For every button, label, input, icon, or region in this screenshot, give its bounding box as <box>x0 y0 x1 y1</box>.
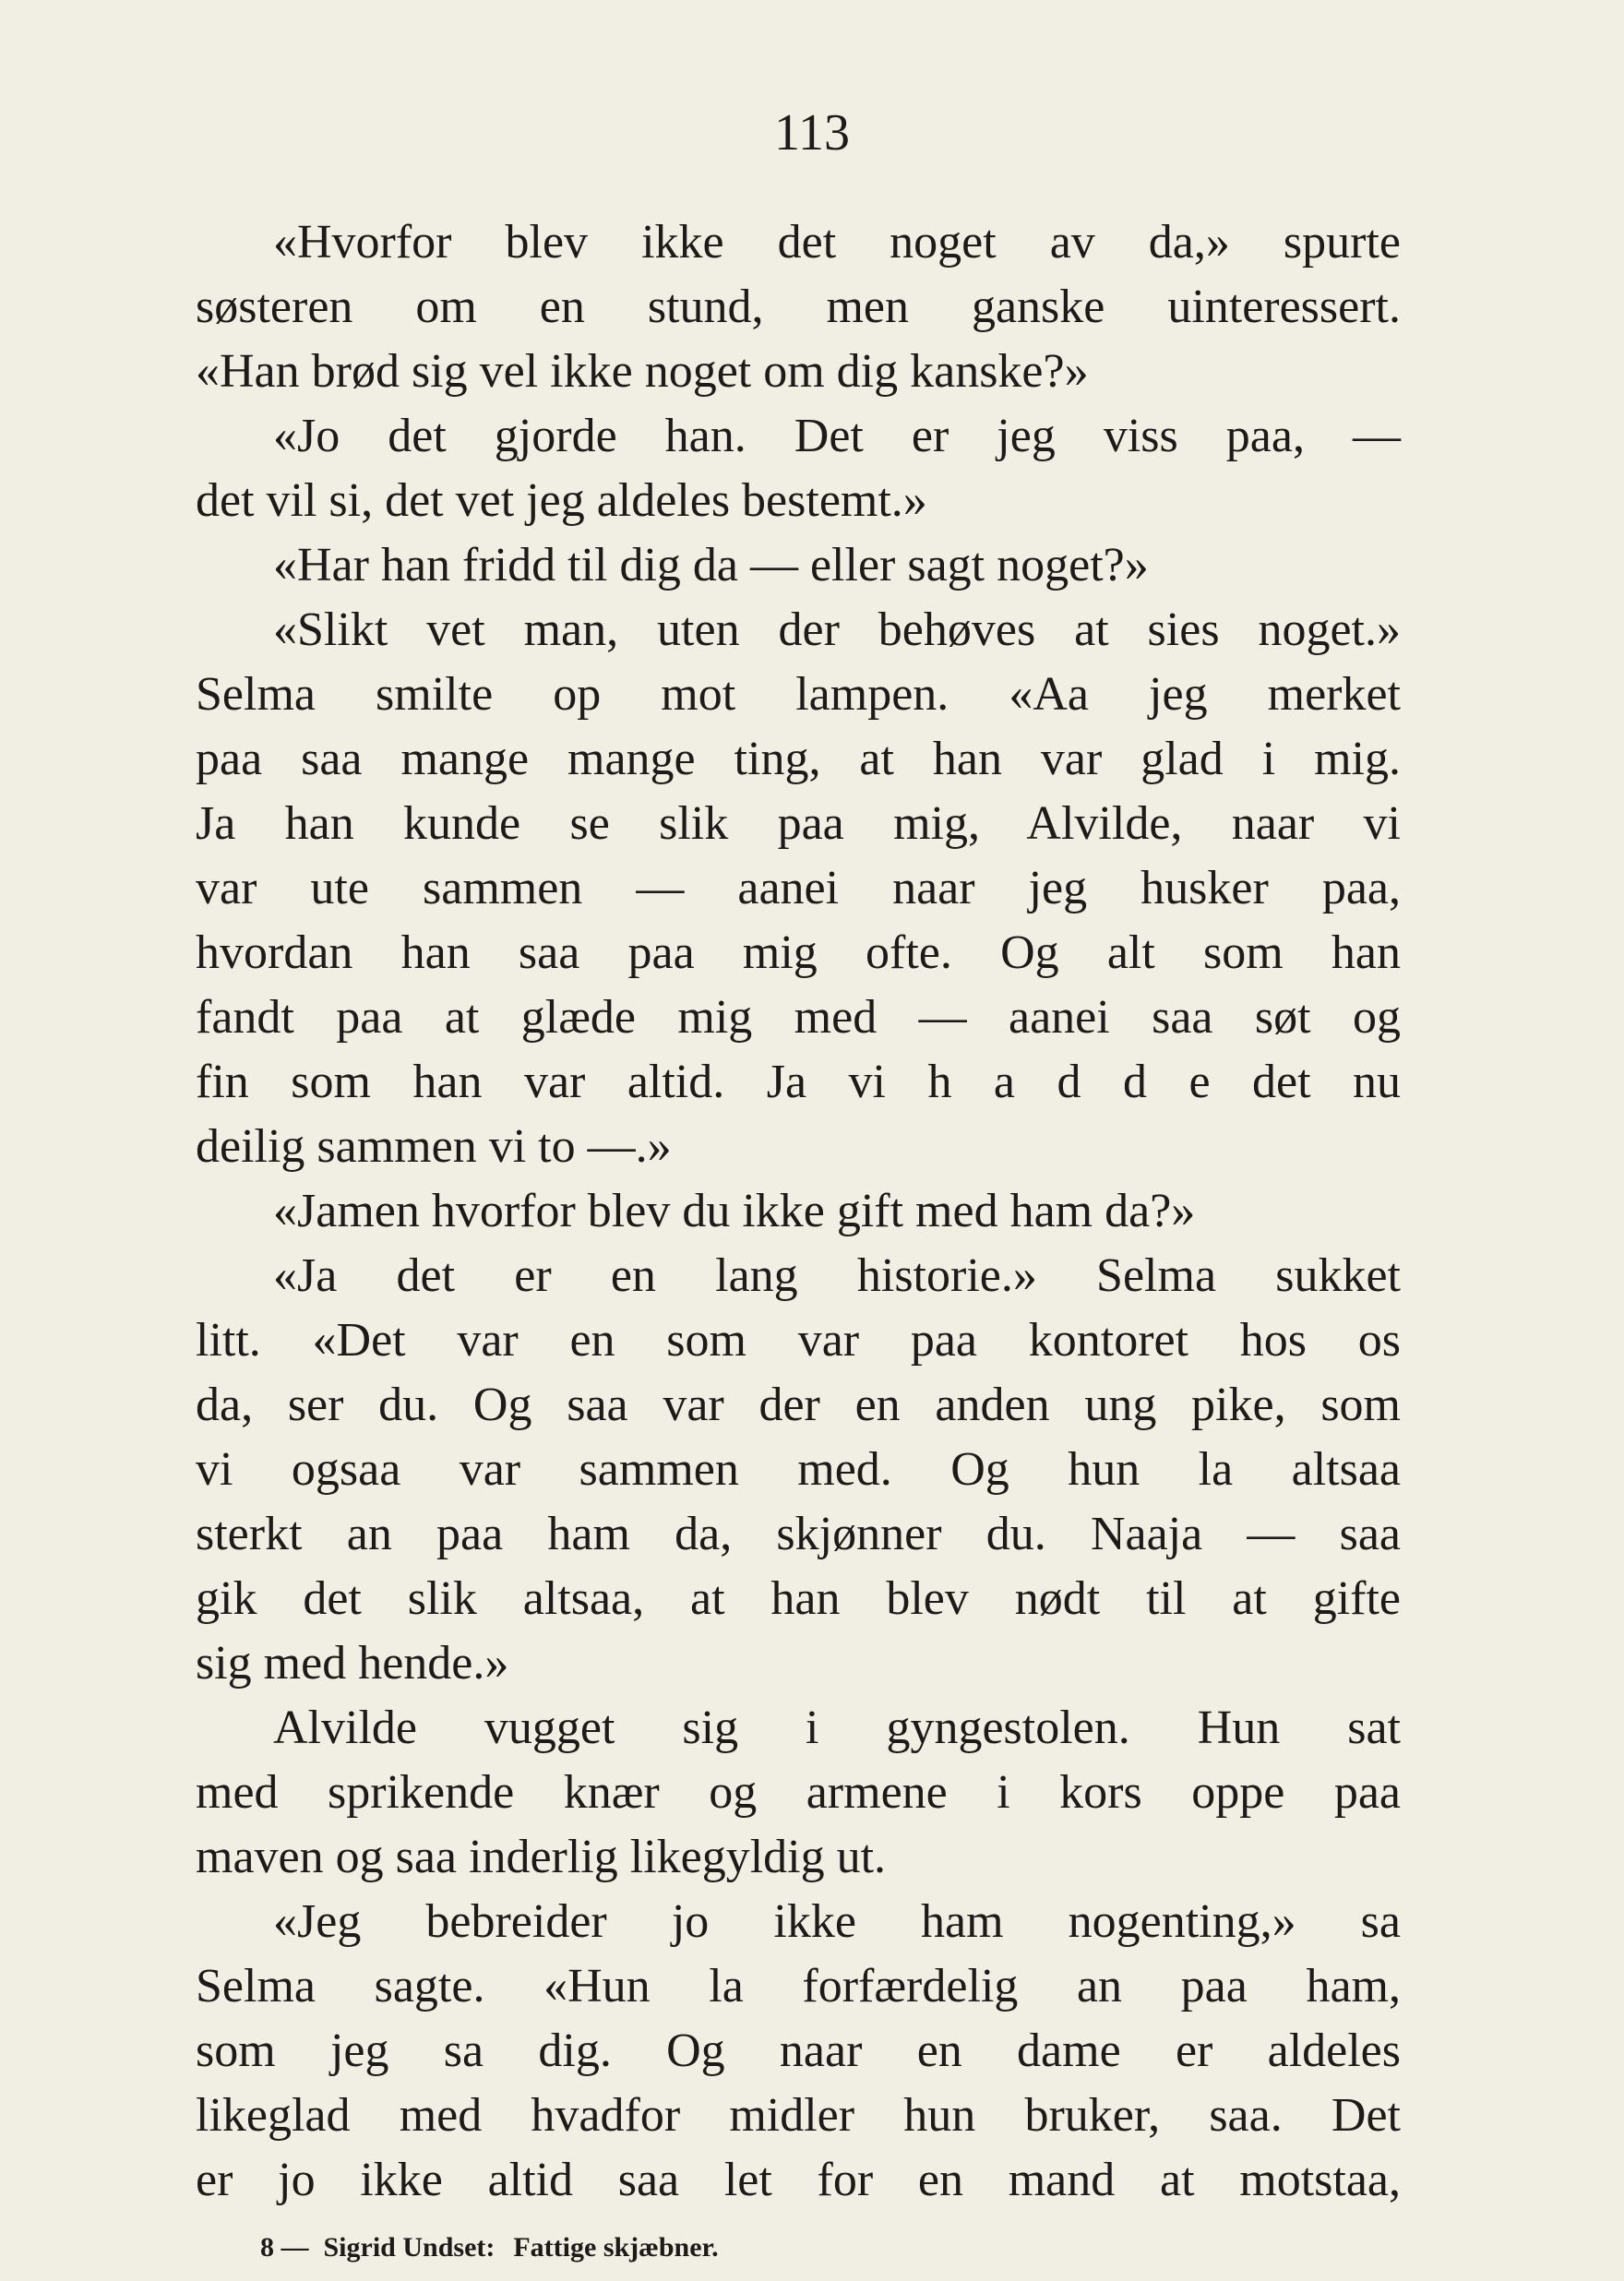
text-line: det vil si, det vet jeg aldeles bestemt.» <box>196 474 927 527</box>
text-line: deilig sammen vi to —.» <box>196 1120 672 1173</box>
text-line: Selma sagte. «Hun la forfærdelig an paa ham, <box>196 1960 1401 2012</box>
text-line: Alvilde vugget sig i gyngestolen. Hun sat <box>273 1702 1401 1754</box>
text-line: «Jeg bebreider jo ikke ham nogenting,» sa <box>273 1895 1401 1948</box>
text-line: likeglad med hvadfor midler hun bruker, saa. Det <box>196 2089 1401 2142</box>
text-line: Ja han kunde se slik paa mig, Alvilde, naar vi <box>196 797 1401 850</box>
text-line: som jeg sa dig. Og naar en dame er aldeles <box>196 2024 1401 2077</box>
footer-author: Sigrid Undset: <box>323 2232 496 2263</box>
body-text <box>196 210 1401 2213</box>
text-line: «Slikt vet man, uten der behøves at sies noget.» <box>273 603 1401 656</box>
text-line: sig med hende.» <box>196 1637 509 1690</box>
text-line: maven og saa inderlig likegyldig ut. <box>196 1831 887 1883</box>
text-line: sterkt an paa ham da, skjønner du. Naaja — saa <box>196 1508 1401 1560</box>
text-line: «Jo det gjorde han. Det er jeg viss paa, — <box>273 410 1401 462</box>
text-line: vi ogsaa var sammen med. Og hun la altsaa <box>196 1443 1401 1496</box>
text-line: «Jamen hvorfor blev du ikke gift med ham da?» <box>273 1185 1196 1237</box>
text-line: «Har han fridd til dig da — eller sagt noget?» <box>273 539 1149 591</box>
text-line: litt. «Det var en som var paa kontoret hos os <box>196 1314 1401 1367</box>
footer-signature-line <box>260 2229 719 2266</box>
signature-mark: 8 — <box>260 2232 309 2263</box>
text-line: gik det slik altsaa, at han blev nødt til at gifte <box>196 1572 1401 1625</box>
text-line: søsteren om en stund, men ganske uinteressert. <box>196 281 1401 333</box>
text-line: «Ja det er en lang historie.» Selma sukket <box>273 1249 1401 1302</box>
text-line: «Han brød sig vel ikke noget om dig kanske?» <box>196 345 1089 398</box>
text-line: hvordan han saa paa mig ofte. Og alt som han <box>196 926 1401 979</box>
text-line: Selma smilte op mot lampen. «Aa jeg merket <box>196 668 1401 721</box>
footer-book-title: Fattige skjæbner. <box>513 2232 719 2263</box>
text-line: er jo ikke altid saa let for en mand at motstaa, <box>196 2154 1401 2206</box>
text-line: med sprikende knær og armene i kors oppe paa <box>196 1766 1401 1819</box>
text-line: «Hvorfor blev ikke det noget av da,» spurte <box>273 216 1401 269</box>
text-line: paa saa mange mange ting, at han var glad i mig. <box>196 733 1401 785</box>
text-line: var ute sammen — aanei naar jeg husker paa, <box>196 862 1401 914</box>
text-line: fandt paa at glæde mig med — aanei saa søt og <box>196 991 1401 1044</box>
text-line: da, ser du. Og saa var der en anden ung pike, som <box>196 1379 1401 1431</box>
page-number: 113 <box>774 104 850 161</box>
text-line: fin som han var altid. Ja vi h a d d e det nu <box>196 1056 1401 1108</box>
